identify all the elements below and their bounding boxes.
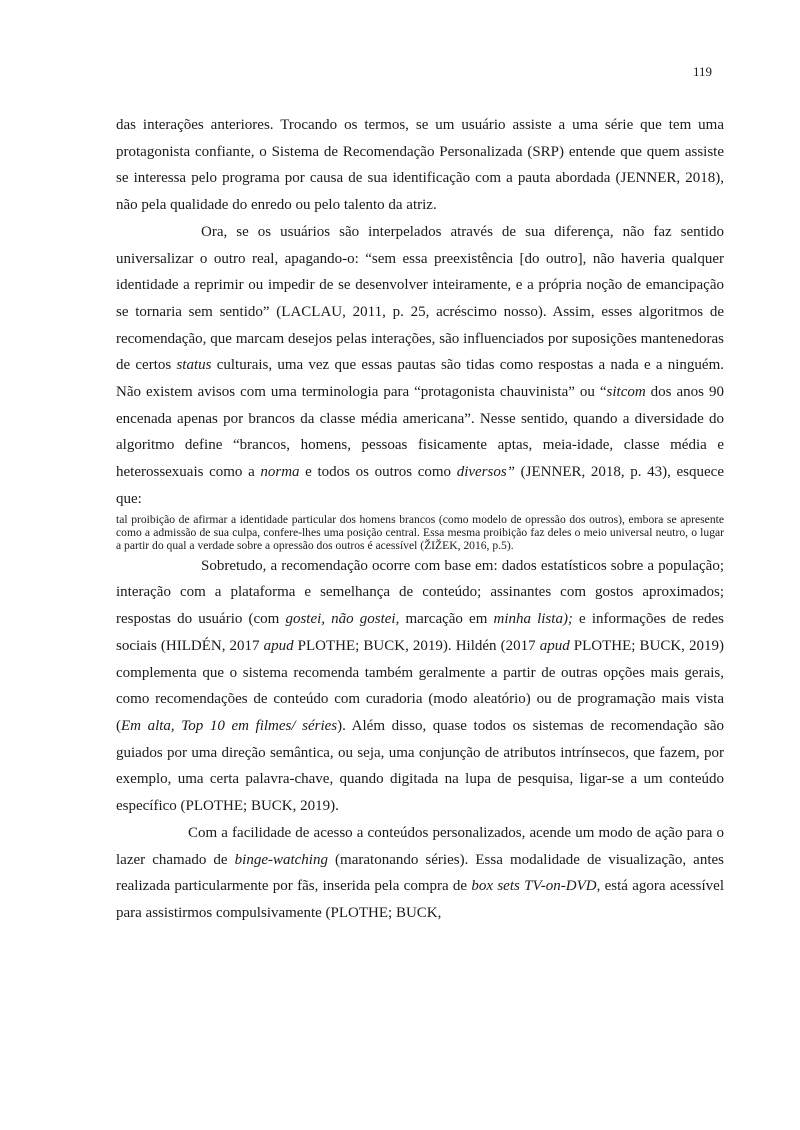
paragraph-4-text: Com a facilidade de acesso a conteúdos personalizados, acende um modo de ação para o lazer chamado de [116,824,724,868]
paragraph-3-text: PLOTHE; BUCK, 2019) complementa que o sistema recomenda também geralmente a partir de outras opções mais gerais, como recomendações de conteúdo com curadoria (modo aleatório) ou de programação mais vista ( [116,637,725,734]
paragraph-4-text: , está agora acessível para assistirmos compulsivamente (PLOTHE; BUCK, [116,878,724,921]
block-quote: tal proibição de afirmar a identidade particular dos homens brancos (como modelo de opressão dos outros), embora se apresente como a admissão de sua culpa, confere-lhes uma posição central. Essa mesma proibição faz deles o meio universal neutro, o lugar a partir do qual a verdade sobre a opressão dos outros é acessível (ŽIŽEK, 2016, p.5). [116,512,724,553]
paragraph-3-text: e informações de redes sociais (HILDÉN, 2017 [116,611,724,654]
paragraph-2-text: dos anos 90 encenada apenas por brancos da classe média americana”. Nesse sentido, quando a diversidade do algoritmo define “brancos, homens, pessoas fisicamente aptas, meia-idade, classe média e heterossexuais como a [116,384,724,481]
paragraph-3-italic: apud [539,637,570,654]
paragraph-2-italic-diversos: diversos” [456,464,516,481]
paragraph-3-italic: Em alta, Top 10 em filmes/ séries [121,717,338,734]
paragraph-3-italic: gostei [285,611,322,628]
paragraph-3-text: ). Além disso, quase todos os sistemas de recomendação são guiados por uma direção semântica, ou seja, uma conjunção de atributos intrínsecos, que fazem, por exemplo, uma certa palavra-chave, quando digitada na lupa de pesquisa, ligar-se a um conteúdo específico (PLOTHE; BUCK, 2019). [116,717,725,815]
paragraph-4 [116,820,724,927]
paragraph-3-text: , marcação em [395,611,494,628]
page-number: 119 [692,64,712,79]
paragraph-3-italic: minha lista); [493,611,573,628]
paragraph-1: das interações anteriores. Trocando os termos, se um usuário assiste a uma série que tem uma protagonista confiante, o Sistema de Recomendação Personalizada (SRP) entende que quem assiste se interessa pelo programa por causa de sua identificação com a pauta abordada (JENNER, 2018), não pela qualidade do enredo ou pelo talento da atriz. [116,117,724,214]
paragraph-3-text: PLOTHE; BUCK, 2019). Hildén (2017 [293,637,540,654]
paragraph-3 [116,553,724,820]
paragraph-2 [116,219,724,513]
paragraph-2-text: Ora, se os usuários são interpelados através de sua diferença, não faz sentido universalizar o outro real, apagando-o: “sem essa preexistência [do outro], não haveria qualquer identidade a reprimir ou impedir de se desenvolver inteiramente, e a própria noção de emancipação se tornaria sem sentido” (LACLAU, 2011, p. 25, acréscimo nosso). Assim, esses algoritmos de recomendação, que marcam desejos pelas interações, são influenciados por suposições mantenedoras de certos [116,223,724,374]
paragraph-2-italic-status: status [176,357,212,374]
paragraph-2-text: e todos os outros como [299,464,457,481]
paragraph-3-text: Sobretudo, a recomendação ocorre com base em: dados estatísticos sobre a população; interação com a plataforma e semelhança de conteúdo; assinantes com gostos aproximados; respostas do usuário (com [116,557,724,628]
body-text [116,112,724,927]
paragraph-3-italic: apud [263,637,294,654]
paragraph-4-italic: box sets TV-on-DVD [471,878,597,895]
paragraph-4-italic: binge-watching [234,851,328,868]
paragraph-4-text: (maratonando séries). Essa modalidade de visualização, antes realizada particularmente por fãs, inserida pela compra de [116,851,724,895]
paragraph-3-text: , [321,611,332,628]
paragraph-2-text: culturais, uma vez que essas pautas são tidas como respostas a nada e a ninguém. Não existem avisos com uma terminologia para “protagonista chauvinista” ou “ [116,357,724,401]
paragraph-2-italic-sitcom: sitcom [606,384,646,401]
paragraph-2-text: (JENNER, 2018, p. 43), esquece que: [116,464,724,507]
paragraph-2-italic-norma: norma [260,464,300,481]
paragraph-3-italic: não gostei [331,611,396,628]
